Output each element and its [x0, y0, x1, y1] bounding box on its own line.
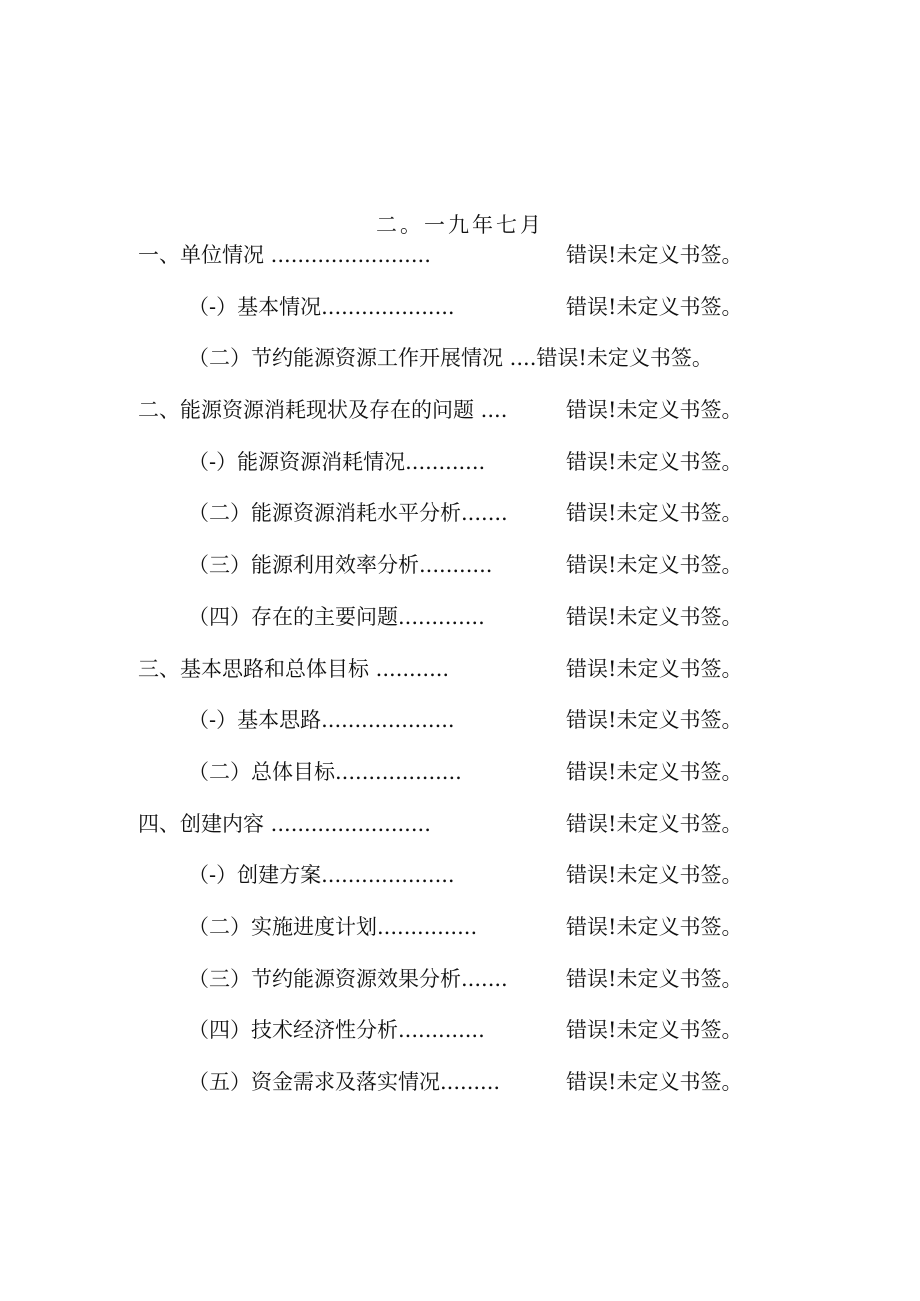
toc-entry-page-ref: 错误!未定义书签。: [566, 449, 743, 474]
toc-entry-page-ref: 错误!未定义书签。: [566, 863, 743, 888]
toc-entry[interactable]: [0, 285, 920, 337]
toc-entry[interactable]: [0, 440, 920, 492]
toc-entry[interactable]: [0, 957, 920, 1009]
toc-entry-title: （二）节约能源资源工作开展情况 ....错误!未定义书签。: [188, 346, 713, 371]
toc-entry-page-ref: 错误!未定义书签。: [566, 294, 743, 319]
toc-entry-page-ref: 错误!未定义书签。: [566, 966, 743, 991]
toc-entry[interactable]: [0, 698, 920, 750]
toc-entry-page-ref: 错误!未定义书签。: [566, 811, 743, 836]
toc-entry-title: 三、基本思路和总体目标 ...........: [138, 656, 450, 681]
toc-entry-title: （四）存在的主要问题.............: [188, 604, 485, 629]
toc-entry-page-ref: 错误!未定义书签。: [566, 759, 743, 784]
toc-entry-title: （四）技术经济性分析.............: [188, 1018, 485, 1043]
toc-entry-page-ref: 错误!未定义书签。: [566, 656, 743, 681]
toc-entry-page-ref: 错误!未定义书签。: [566, 398, 743, 423]
toc-entry-title: （三）能源利用效率分析...........: [188, 553, 493, 578]
toc-entry-title: 二、能源资源消耗现状及存在的问题 ....: [138, 398, 508, 423]
toc-entry-title: 四、创建内容 ........................: [138, 811, 431, 836]
toc-entry-page-ref: 错误!未定义书签。: [566, 1070, 743, 1094]
toc-entry[interactable]: [0, 750, 920, 802]
toc-entry-page-ref: 错误!未定义书签。: [566, 553, 743, 578]
toc-entry-page-ref: 错误!未定义书签。: [566, 604, 743, 629]
toc-entry[interactable]: [0, 491, 920, 543]
toc-entry-title: （-）能源资源消耗情况............: [188, 449, 486, 474]
document-date: 二。一九年七月: [376, 213, 544, 237]
toc-entry-page-ref: 错误!未定义书签。: [566, 501, 743, 526]
toc-entry[interactable]: [0, 388, 920, 440]
toc-entry-title: （-）基本情况....................: [188, 294, 455, 319]
toc-entry-title: （五）资金需求及落实情况.........: [188, 1070, 501, 1094]
toc-entry[interactable]: [0, 543, 920, 595]
toc-entry[interactable]: [0, 647, 920, 699]
toc-entry[interactable]: [0, 1008, 920, 1060]
toc-entry-title: （二）总体目标...................: [188, 759, 462, 784]
toc-entry-page-ref: 错误!未定义书签。: [566, 708, 743, 733]
toc-entry[interactable]: [0, 336, 920, 388]
toc-entry-page-ref: 错误!未定义书签。: [566, 1018, 743, 1043]
toc-entry[interactable]: [0, 853, 920, 905]
toc-entry-title: 一、单位情况 ........................: [138, 243, 431, 267]
toc-entry-page-ref: 错误!未定义书签。: [566, 914, 743, 939]
table-of-contents: [0, 233, 920, 1112]
toc-entry-title: （-）基本思路....................: [188, 708, 455, 733]
toc-entry[interactable]: [0, 802, 920, 854]
toc-entry-page-ref: 错误!未定义书签。: [566, 243, 743, 267]
toc-entry-title: （二）能源资源消耗水平分析.......: [188, 501, 508, 526]
toc-entry[interactable]: [0, 1060, 920, 1112]
toc-entry[interactable]: [0, 595, 920, 647]
toc-entry-title: （-）创建方案....................: [188, 863, 455, 888]
toc-entry-title: （三）节约能源资源效果分析.......: [188, 966, 508, 991]
toc-entry[interactable]: [0, 233, 920, 285]
toc-entry[interactable]: [0, 905, 920, 957]
toc-entry-title: （二）实施进度计划...............: [188, 914, 478, 939]
